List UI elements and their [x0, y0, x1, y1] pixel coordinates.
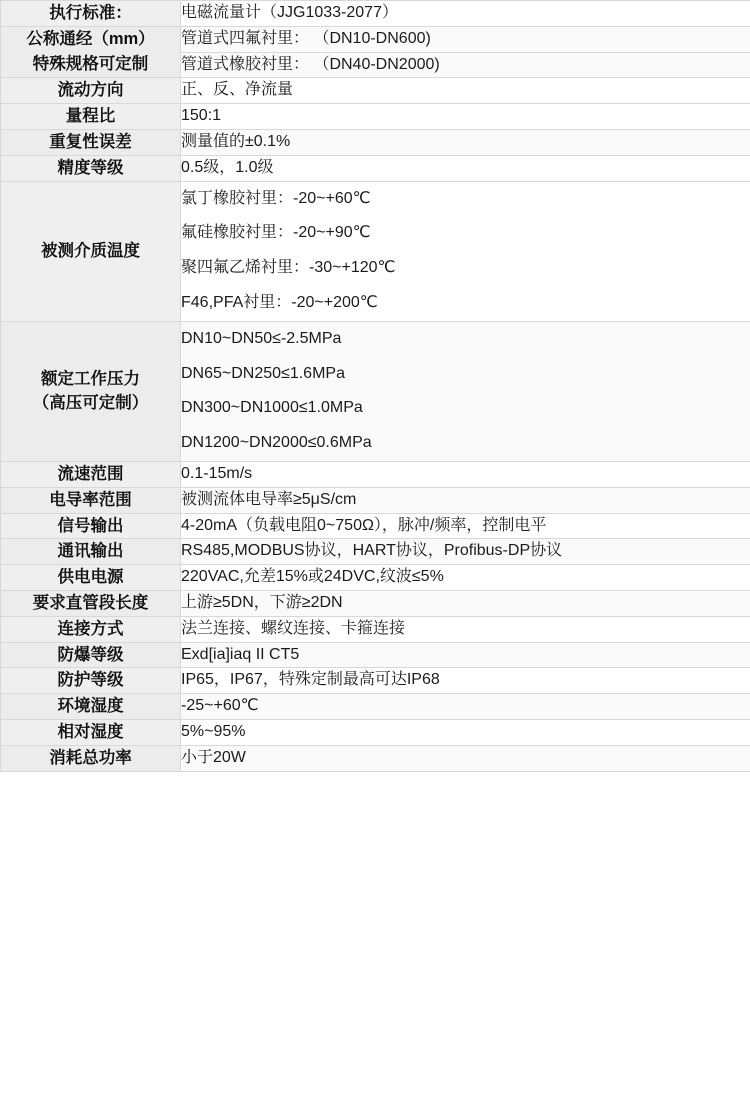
- row-value-relative-humidity: 5%~95%: [181, 719, 750, 745]
- table-row: [1, 78, 750, 104]
- rated-working-pressure-line-4: DN1200~DN2000≤0.6MPa: [181, 434, 372, 452]
- medium-temperature-line-4: F46,PFA衬里：-20~+200℃: [181, 293, 378, 311]
- table-row: [1, 129, 750, 155]
- row-label-flow-direction: 流动方向: [1, 78, 181, 104]
- table-row: [1, 487, 750, 513]
- row-value-ambient-temperature: -25~+60℃: [181, 694, 750, 720]
- row-label-nominal-diameter-line1: 公称通经（mm）: [26, 30, 155, 49]
- row-label-execution-standard: 执行标准：: [1, 1, 181, 27]
- row-value-execution-standard: 电磁流量计（JJG1033-2077）: [181, 1, 750, 27]
- table-row: [1, 668, 750, 694]
- row-value-repeatability-error: 测量值的±0.1%: [181, 129, 750, 155]
- table-row: [1, 513, 750, 539]
- row-label-protection-grade: 防护等级: [1, 668, 181, 694]
- table-row: [1, 590, 750, 616]
- row-label-communication-output: 通讯输出: [1, 539, 181, 565]
- specifications-table-body: [1, 1, 750, 772]
- row-value-conductivity-range: 被测流体电导率≥5μS/cm: [181, 487, 750, 513]
- row-value-nominal-diameter-rubber: 管道式橡胶衬里： （DN40-DN2000): [181, 52, 750, 78]
- row-label-rated-working-pressure: [1, 321, 181, 461]
- row-label-signal-output: 信号输出: [1, 513, 181, 539]
- medium-temperature-line-1: 氯丁橡胶衬里：-20~+60℃: [181, 189, 371, 207]
- row-label-accuracy-class: 精度等级: [1, 155, 181, 181]
- row-label-explosion-proof-grade: 防爆等级: [1, 642, 181, 668]
- rated-working-pressure-line-3: DN300~DN1000≤1.0MPa: [181, 399, 363, 417]
- table-row: [1, 719, 750, 745]
- row-label-ambient-temperature: 环境湿度: [1, 694, 181, 720]
- medium-temperature-line-3: 聚四氟乙烯衬里：-30~+120℃: [181, 259, 396, 277]
- row-value-protection-grade: IP65，IP67，特殊定制最高可达IP68: [181, 668, 750, 694]
- row-label-turndown-ratio: 量程比: [1, 104, 181, 130]
- row-label-nominal-diameter-line2: 特殊规格可定制: [32, 55, 149, 74]
- table-row: [1, 1, 750, 27]
- row-label-velocity-range: 流速范围: [1, 461, 181, 487]
- table-row: [1, 321, 750, 461]
- rated-working-pressure-line-1: DN10~DN50≤-2.5MPa: [181, 329, 342, 347]
- row-label-straight-pipe-length: 要求直管段长度: [1, 590, 181, 616]
- rated-working-pressure-line-2: DN65~DN250≤1.6MPa: [181, 364, 345, 382]
- row-value-power-supply: 220VAC,允差15%或24DVC,纹波≤5%: [181, 565, 750, 591]
- row-value-turndown-ratio: 150:1: [181, 104, 750, 130]
- table-row: [1, 694, 750, 720]
- row-value-velocity-range: 0.1-15m/s: [181, 461, 750, 487]
- row-value-medium-temperature: [181, 181, 750, 321]
- row-value-flow-direction: 正、反、净流量: [181, 78, 750, 104]
- table-row: [1, 642, 750, 668]
- row-value-total-power-consumption: 小于20W: [181, 745, 750, 771]
- row-label-conductivity-range: 电导率范围: [1, 487, 181, 513]
- row-value-straight-pipe-length: 上游≥5DN，下游≥2DN: [181, 590, 750, 616]
- table-row: [1, 616, 750, 642]
- row-label-rated-working-pressure-line2: （高压可定制）: [32, 394, 149, 413]
- row-label-medium-temperature: 被测介质温度: [1, 181, 181, 321]
- row-label-repeatability-error: 重复性误差: [1, 129, 181, 155]
- row-label-relative-humidity: 相对湿度: [1, 719, 181, 745]
- row-label-nominal-diameter: [1, 26, 181, 78]
- table-row: [1, 461, 750, 487]
- row-value-accuracy-class: 0.5级，1.0级: [181, 155, 750, 181]
- row-value-signal-output: 4-20mA（负载电阻0~750Ω），脉冲/频率，控制电平: [181, 513, 750, 539]
- row-value-nominal-diameter-ptfe: 管道式四氟衬里： （DN10-DN600): [181, 26, 750, 52]
- row-value-connection-type: 法兰连接、螺纹连接、卡箍连接: [181, 616, 750, 642]
- table-row: [1, 104, 750, 130]
- row-label-total-power-consumption: 消耗总功率: [1, 745, 181, 771]
- table-row: [1, 155, 750, 181]
- medium-temperature-line-2: 氟硅橡胶衬里：-20~+90℃: [181, 224, 371, 242]
- table-row: [1, 565, 750, 591]
- table-row: [1, 539, 750, 565]
- table-row: [1, 26, 750, 52]
- table-row: [1, 745, 750, 771]
- row-value-communication-output: RS485,MODBUS协议，HART协议，Profibus-DP协议: [181, 539, 750, 565]
- row-value-explosion-proof-grade: Exd[ia]iaq II CT5: [181, 642, 750, 668]
- row-label-power-supply: 供电电源: [1, 565, 181, 591]
- row-value-rated-working-pressure: [181, 321, 750, 461]
- row-label-rated-working-pressure-line1: 额定工作压力: [41, 369, 140, 388]
- row-label-connection-type: 连接方式: [1, 616, 181, 642]
- table-row: [1, 181, 750, 321]
